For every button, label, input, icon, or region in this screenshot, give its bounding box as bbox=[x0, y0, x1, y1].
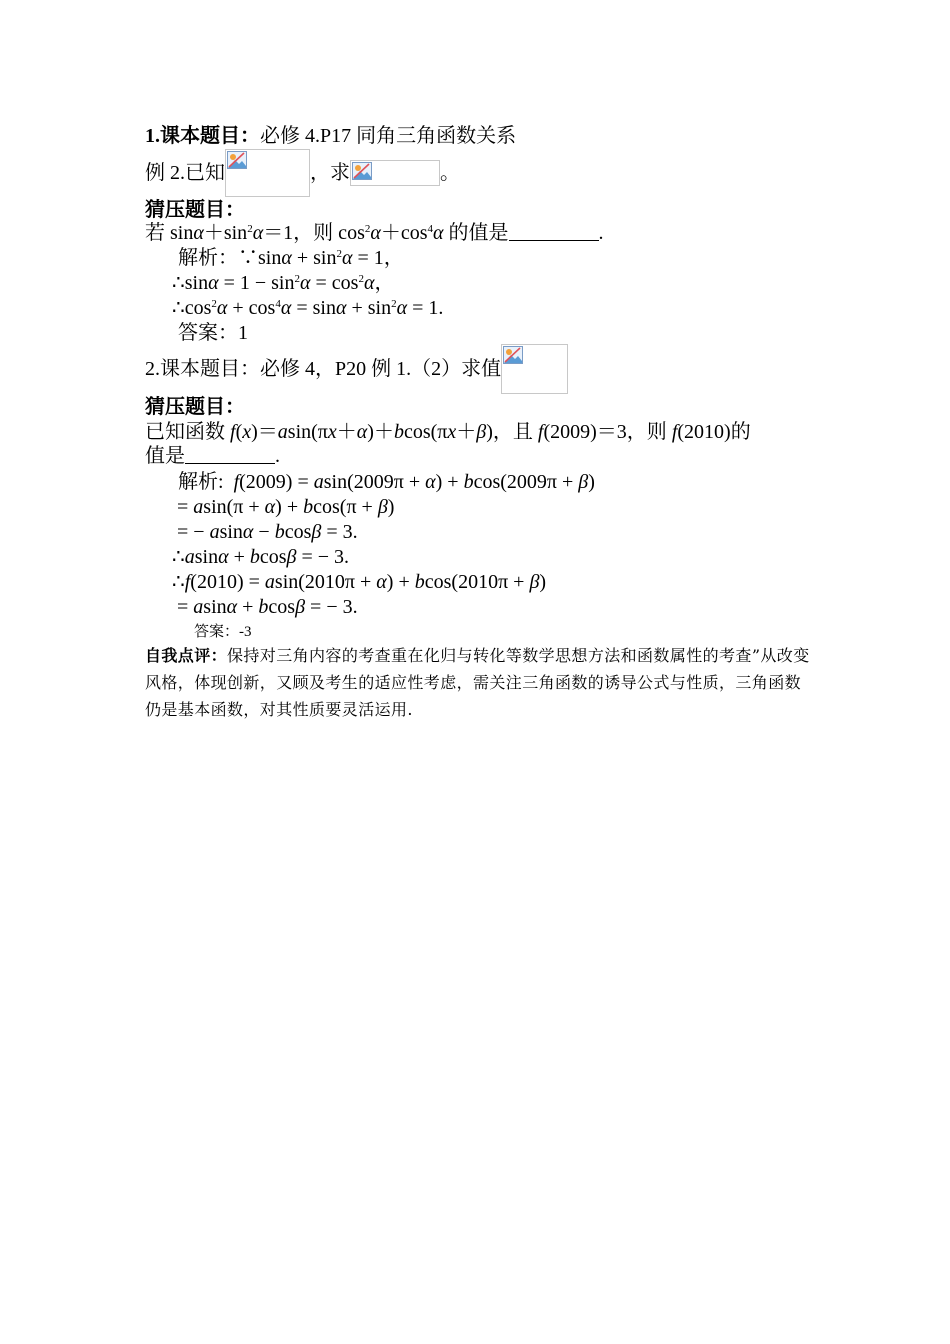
guess2-label-text: 猜压题目： bbox=[145, 396, 245, 418]
guess2-solution-line-4: ∴asinα + bcosβ = − 3. bbox=[172, 546, 350, 568]
guess1-answer-value: 1 bbox=[238, 322, 248, 344]
guess2-label bbox=[145, 395, 245, 419]
formula-image-placeholder bbox=[350, 160, 440, 186]
guess2-solution-line-6: = asinα + bcosβ = − 3. bbox=[172, 596, 358, 618]
formula-image-placeholder bbox=[225, 149, 310, 197]
guess2-solution-line-2: = asin(π + α) + bcos(π + β) bbox=[172, 496, 395, 518]
guess2-problem-line-2: 值是 . bbox=[145, 445, 280, 467]
q1-example bbox=[145, 161, 460, 197]
guess2-solution-label: 解析: bbox=[178, 471, 224, 493]
q2-heading-text: 2.课本题目：必修 4，P20 例 1.（2）求值 bbox=[145, 358, 502, 380]
guess2-problem-line-1: 已知函数 f(x)＝asin(πx＋α)＋bcos(πx＋β)，且 f(2009)＝3，则 f(2010)的 bbox=[145, 421, 751, 443]
self-comment bbox=[145, 642, 810, 723]
guess1-solution-label: 解析： bbox=[178, 247, 238, 269]
broken-image-icon bbox=[352, 162, 372, 180]
guess1-label-text: 猜压题目： bbox=[145, 199, 245, 221]
q1-example-prefix: 例 2.已知 bbox=[145, 162, 225, 184]
q1-heading-text: 必修 4.P17 同角三角函数关系 bbox=[260, 125, 517, 147]
guess1-solution-line-1: 解析：∵sinα + $\sin^2\alpha = 1$， bbox=[178, 247, 404, 269]
q1-example-end: 。 bbox=[440, 162, 460, 184]
guess2-solution-line-3: = − asinα − bcosβ = 3. bbox=[172, 521, 358, 543]
q1-heading bbox=[145, 124, 516, 148]
guess2-answer: 答案：-3 bbox=[194, 624, 252, 640]
q1-heading-label: 1.课本题目： bbox=[145, 125, 260, 147]
guess1-problem: 若 $\sin\alpha+\sin^2\alpha=1$，则 $\cos^2\alpha+\cos^4\alpha$ 的值是 . bbox=[145, 222, 604, 244]
q1-example-mid: ，求 bbox=[310, 162, 350, 184]
guess1-solution-line-3: $\therefore\cos^2\alpha + \cos^4\alpha = \sin\alpha + \sin^2\alpha = 1$. bbox=[172, 297, 444, 319]
guess2-solution-line-1: 解析: f(2009) = asin(2009π + α) + bcos(2009π + β) bbox=[178, 471, 595, 493]
guess1-answer bbox=[178, 321, 248, 345]
formula-image-placeholder bbox=[501, 344, 568, 394]
broken-image-icon bbox=[227, 151, 247, 169]
self-comment-text: 保持对三角内容的考查重在化归与转化等数学思想方法和函数属性的考查”从改变风格，体现创新，又顾及考生的适应性考虑，需关注三角函数的诱导公式与性质，三角函数仍是基本函数，对其性质要灵活运用. bbox=[145, 646, 810, 719]
guess1-solution-line-2: ∴sinα = $1 - \sin^2\alpha = \cos^2\alpha$， bbox=[172, 272, 395, 294]
q2-heading bbox=[145, 357, 568, 394]
self-comment-label: 自我点评： bbox=[145, 646, 228, 665]
guess2-solution-line-5: ∴f(2010) = asin(2010π + α) + bcos(2010π + β) bbox=[172, 571, 547, 593]
guess1-label bbox=[145, 198, 245, 222]
broken-image-icon bbox=[503, 346, 523, 364]
guess1-answer-label: 答案： bbox=[178, 322, 238, 344]
